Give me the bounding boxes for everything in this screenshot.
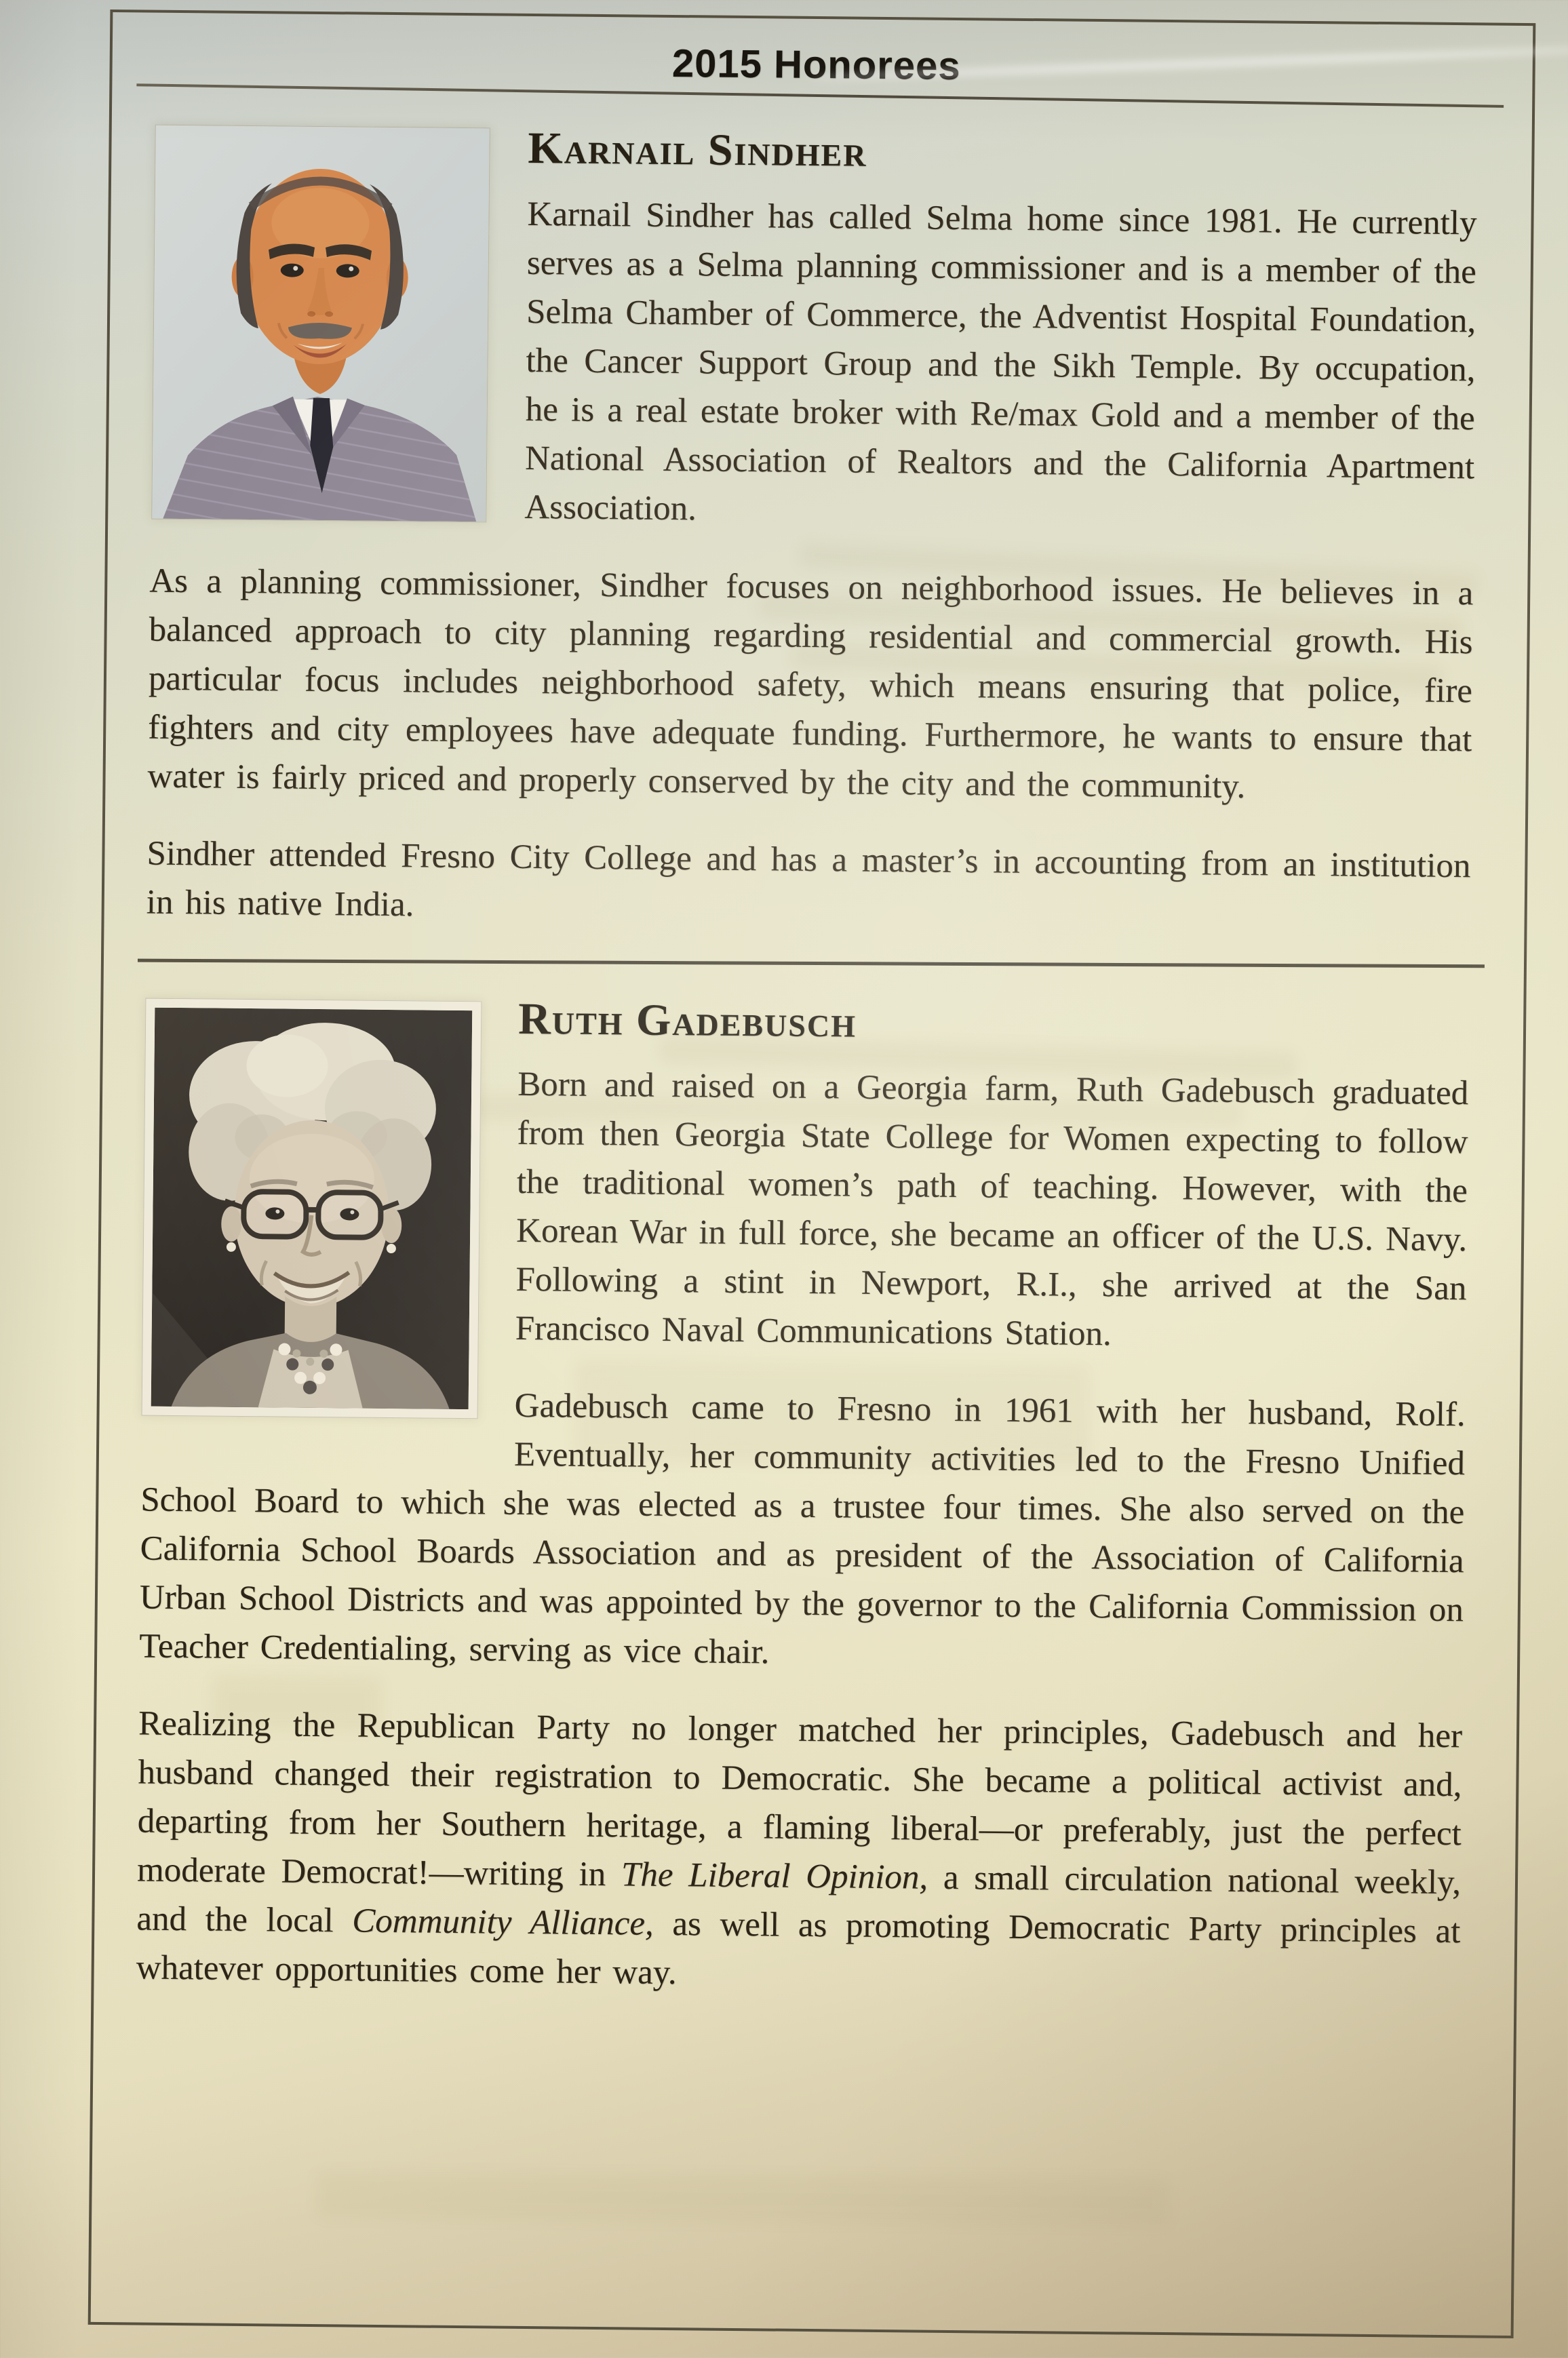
honoree-name-karnail-sindher: Karnail Sindher [528,123,867,176]
honoree-section-karnail-sindher [146,121,1477,939]
program-page-sheet [88,9,1536,2338]
honoree-name-ruth-gadebusch: Ruth Gadebusch [517,994,857,1047]
ruth-paragraph-1: Born and raised on a Georgia farm, Ruth Gadebusch graduated from then Georgia State College for Women expecting to follow the traditional women’s path of teaching. However, with the Korean War in full force, she became an officer of the U.S. Navy. Following a stint in Newport, R.I., she arrived at the San Francisco Naval Communications Station. [515,1065,1469,1354]
publication-title-liberal-opinion: The Liberal Opinion, [621,1855,928,1897]
karnail-paragraph-3: Sindher attended Fresno City College and has a master’s in accounting from an institution in his native India. [146,834,1471,924]
ruth-paragraph-3 [136,1699,1462,2005]
karnail-paragraph-2: As a planning commissioner, Sindher focuses on neighborhood issues. He believes in a balanced approach to city planning regarding residential and commercial growth. His particular focus includes neighborhood safety, which means ensuring that police, fire fighters and city employees have adequate funding. Furthermore, he wants to ensure that water is fairly priced and properly conserved by the city and the community. [147,562,1474,806]
page-show-through [315,2171,1171,2226]
honoree-section-ruth-gadebusch [136,991,1469,2005]
karnail-sindher-portrait-photo [151,125,490,523]
ruth-paragraph-2: Gadebusch came to Fresno in 1961 with her husband, Rolf. Eventually, her community activities led to the Fresno Unified School Board to which she was elected as a trustee four times. She also served on the California School Boards Association and as president of the Association of California Urban School Districts and was appointed by the governor to the California Commission on Teacher Credentialing, serving as vice chair. [138,1386,1466,1672]
ruth-gadebusch-portrait-photo [142,998,482,1419]
karnail-paragraph-1: Karnail Sindher has called Selma home since 1981. He currently serves as a Selma planning commissioner and is a member of the Selma Chamber of Commerce, the Adventist Hospital Foundation, the Cancer Support Group and the Sikh Temple. By occupation, he is a real estate broker with Re/max Gold and a member of the National Association of Realtors and the California Apartment Association. [524,195,1477,528]
page-title: 2015 Honorees [671,41,961,89]
ruth-paragraph-3-lead: Realizing the Republican Party no longer matched her principles, Gadebusch and her husband changed their registration to Democratic. She became a political activist and, departing from her Southern heritage, a flaming liberal—or preferably, just the perfect moderate Democrat!—writing in [136,1704,1463,1894]
publication-title-community-alliance: Community Alliance, [352,1902,654,1943]
ruth-paragraph-3-tail: as well as promoting Democratic Party principles at whatever opportunities come her way. [136,1905,1461,1992]
ruth-paragraph-3-mid: a small circulation national weekly, and the local [136,1858,1462,1940]
section-divider-rule [138,958,1485,968]
